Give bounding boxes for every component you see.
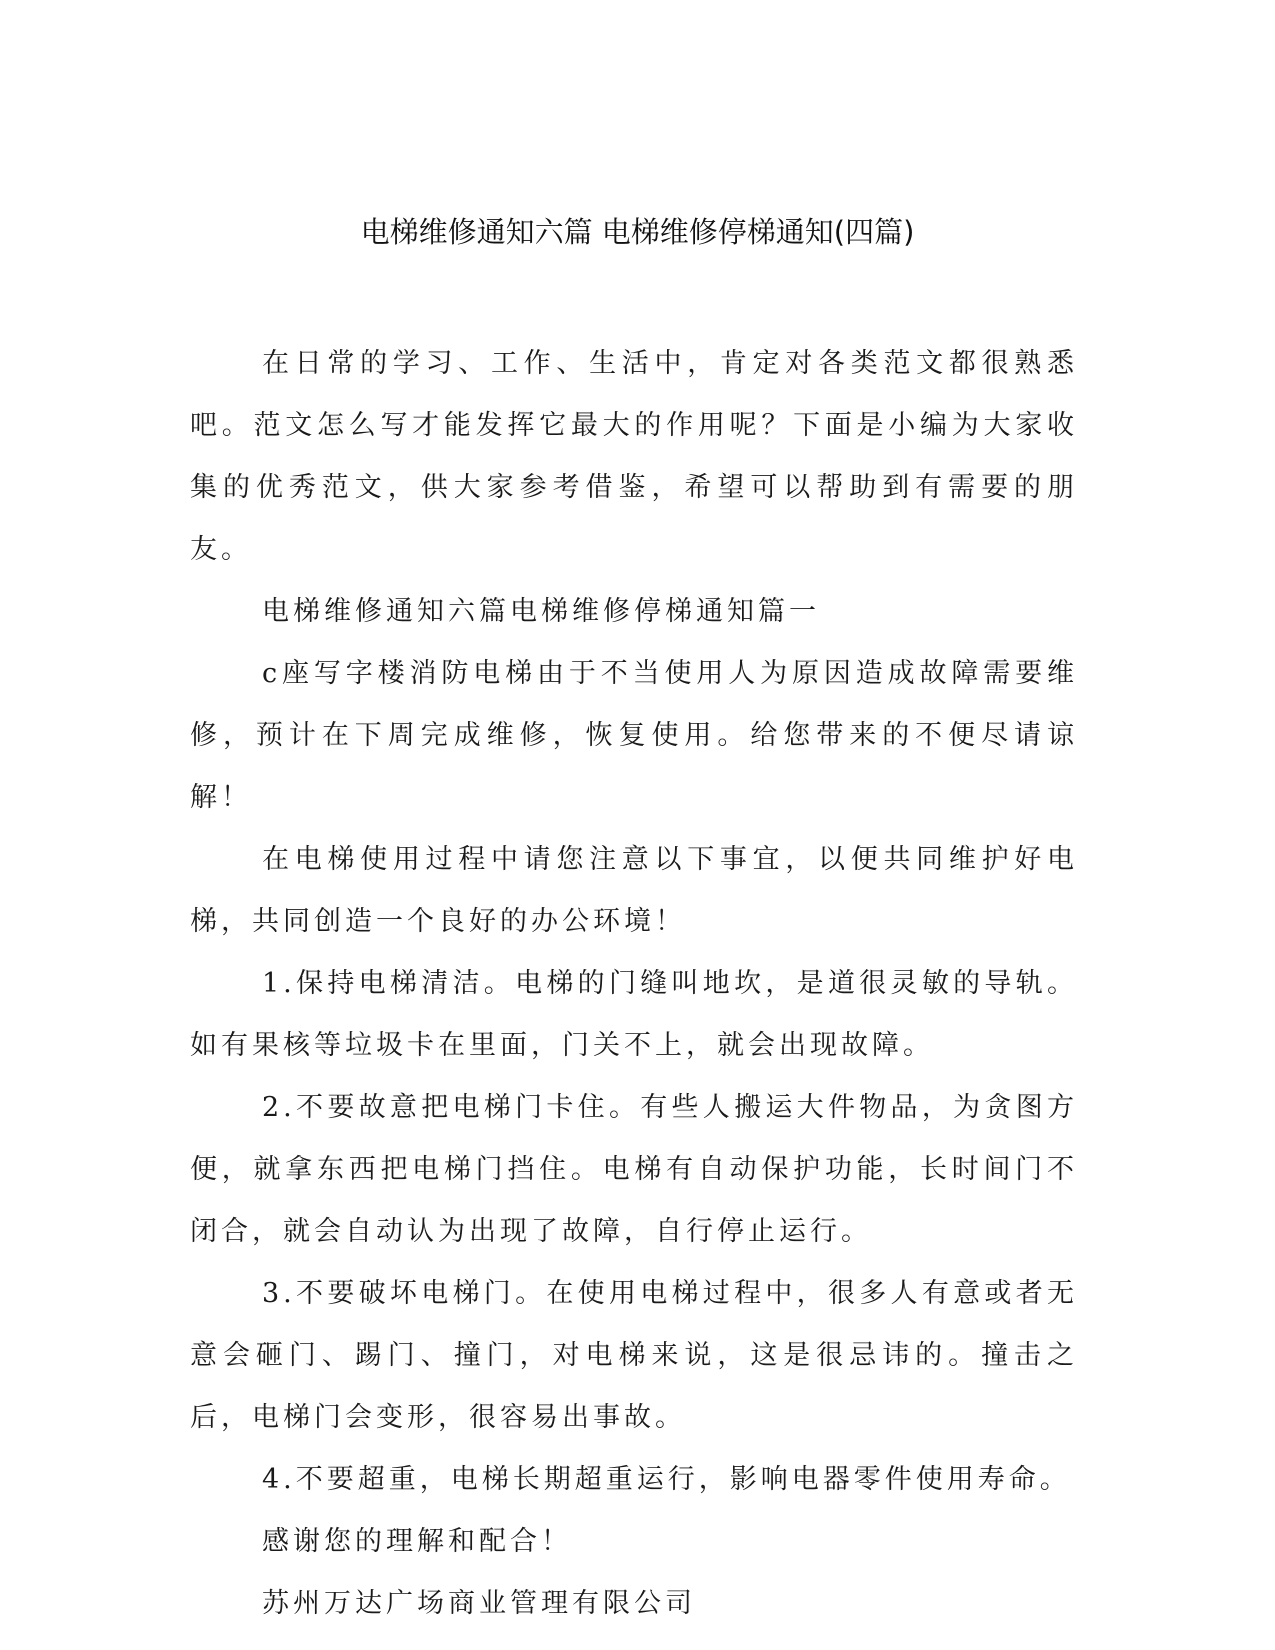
intro-paragraph: 在日常的学习、工作、生活中，肯定对各类范文都很熟悉吧。范文怎么写才能发挥它最大的作用呢？下面是小编为大家收集的优秀范文，供大家参考借鉴，希望可以帮助到有需要的朋友。 (190, 348, 1078, 565)
signature-company: 苏州万达广场商业管理有限公司 (262, 1588, 696, 1619)
rule-item-3: 3.不要破坏电梯门。在使用电梯过程中，很多人有意或者无意会砸门、踢门、撞门，对电梯来说，这是很忌讳的。撞击之后，电梯门会变形，很容易出事故。 (190, 1278, 1078, 1433)
rule-item-1: 1.保持电梯清洁。电梯的门缝叫地坎，是道很灵敏的导轨。如有果核等垃圾卡在里面，门关不上，就会出现故障。 (190, 968, 1078, 1061)
rule-item-4: 4.不要超重，电梯长期超重运行，影响电器零件使用寿命。 (262, 1464, 1071, 1495)
thanks-line: 感谢您的理解和配合！ (262, 1526, 572, 1557)
document-title: 电梯维修通知六篇 电梯维修停梯通知(四篇) (360, 215, 915, 249)
attention-paragraph: 在电梯使用过程中请您注意以下事宜，以便共同维护好电梯，共同创造一个良好的办公环境！ (190, 844, 1078, 937)
document-body (190, 333, 1078, 1635)
rule-item-2: 2.不要故意把电梯门卡住。有些人搬运大件物品，为贪图方便，就拿东西把电梯门挡住。电梯有自动保护功能，长时间门不闭合，就会自动认为出现了故障，自行停止运行。 (190, 1092, 1078, 1247)
section-heading: 电梯维修通知六篇电梯维修停梯通知篇一 (262, 596, 820, 627)
notice-paragraph: c座写字楼消防电梯由于不当使用人为原因造成故障需要维修，预计在下周完成维修，恢复使用。给您带来的不便尽请谅解！ (190, 658, 1078, 813)
